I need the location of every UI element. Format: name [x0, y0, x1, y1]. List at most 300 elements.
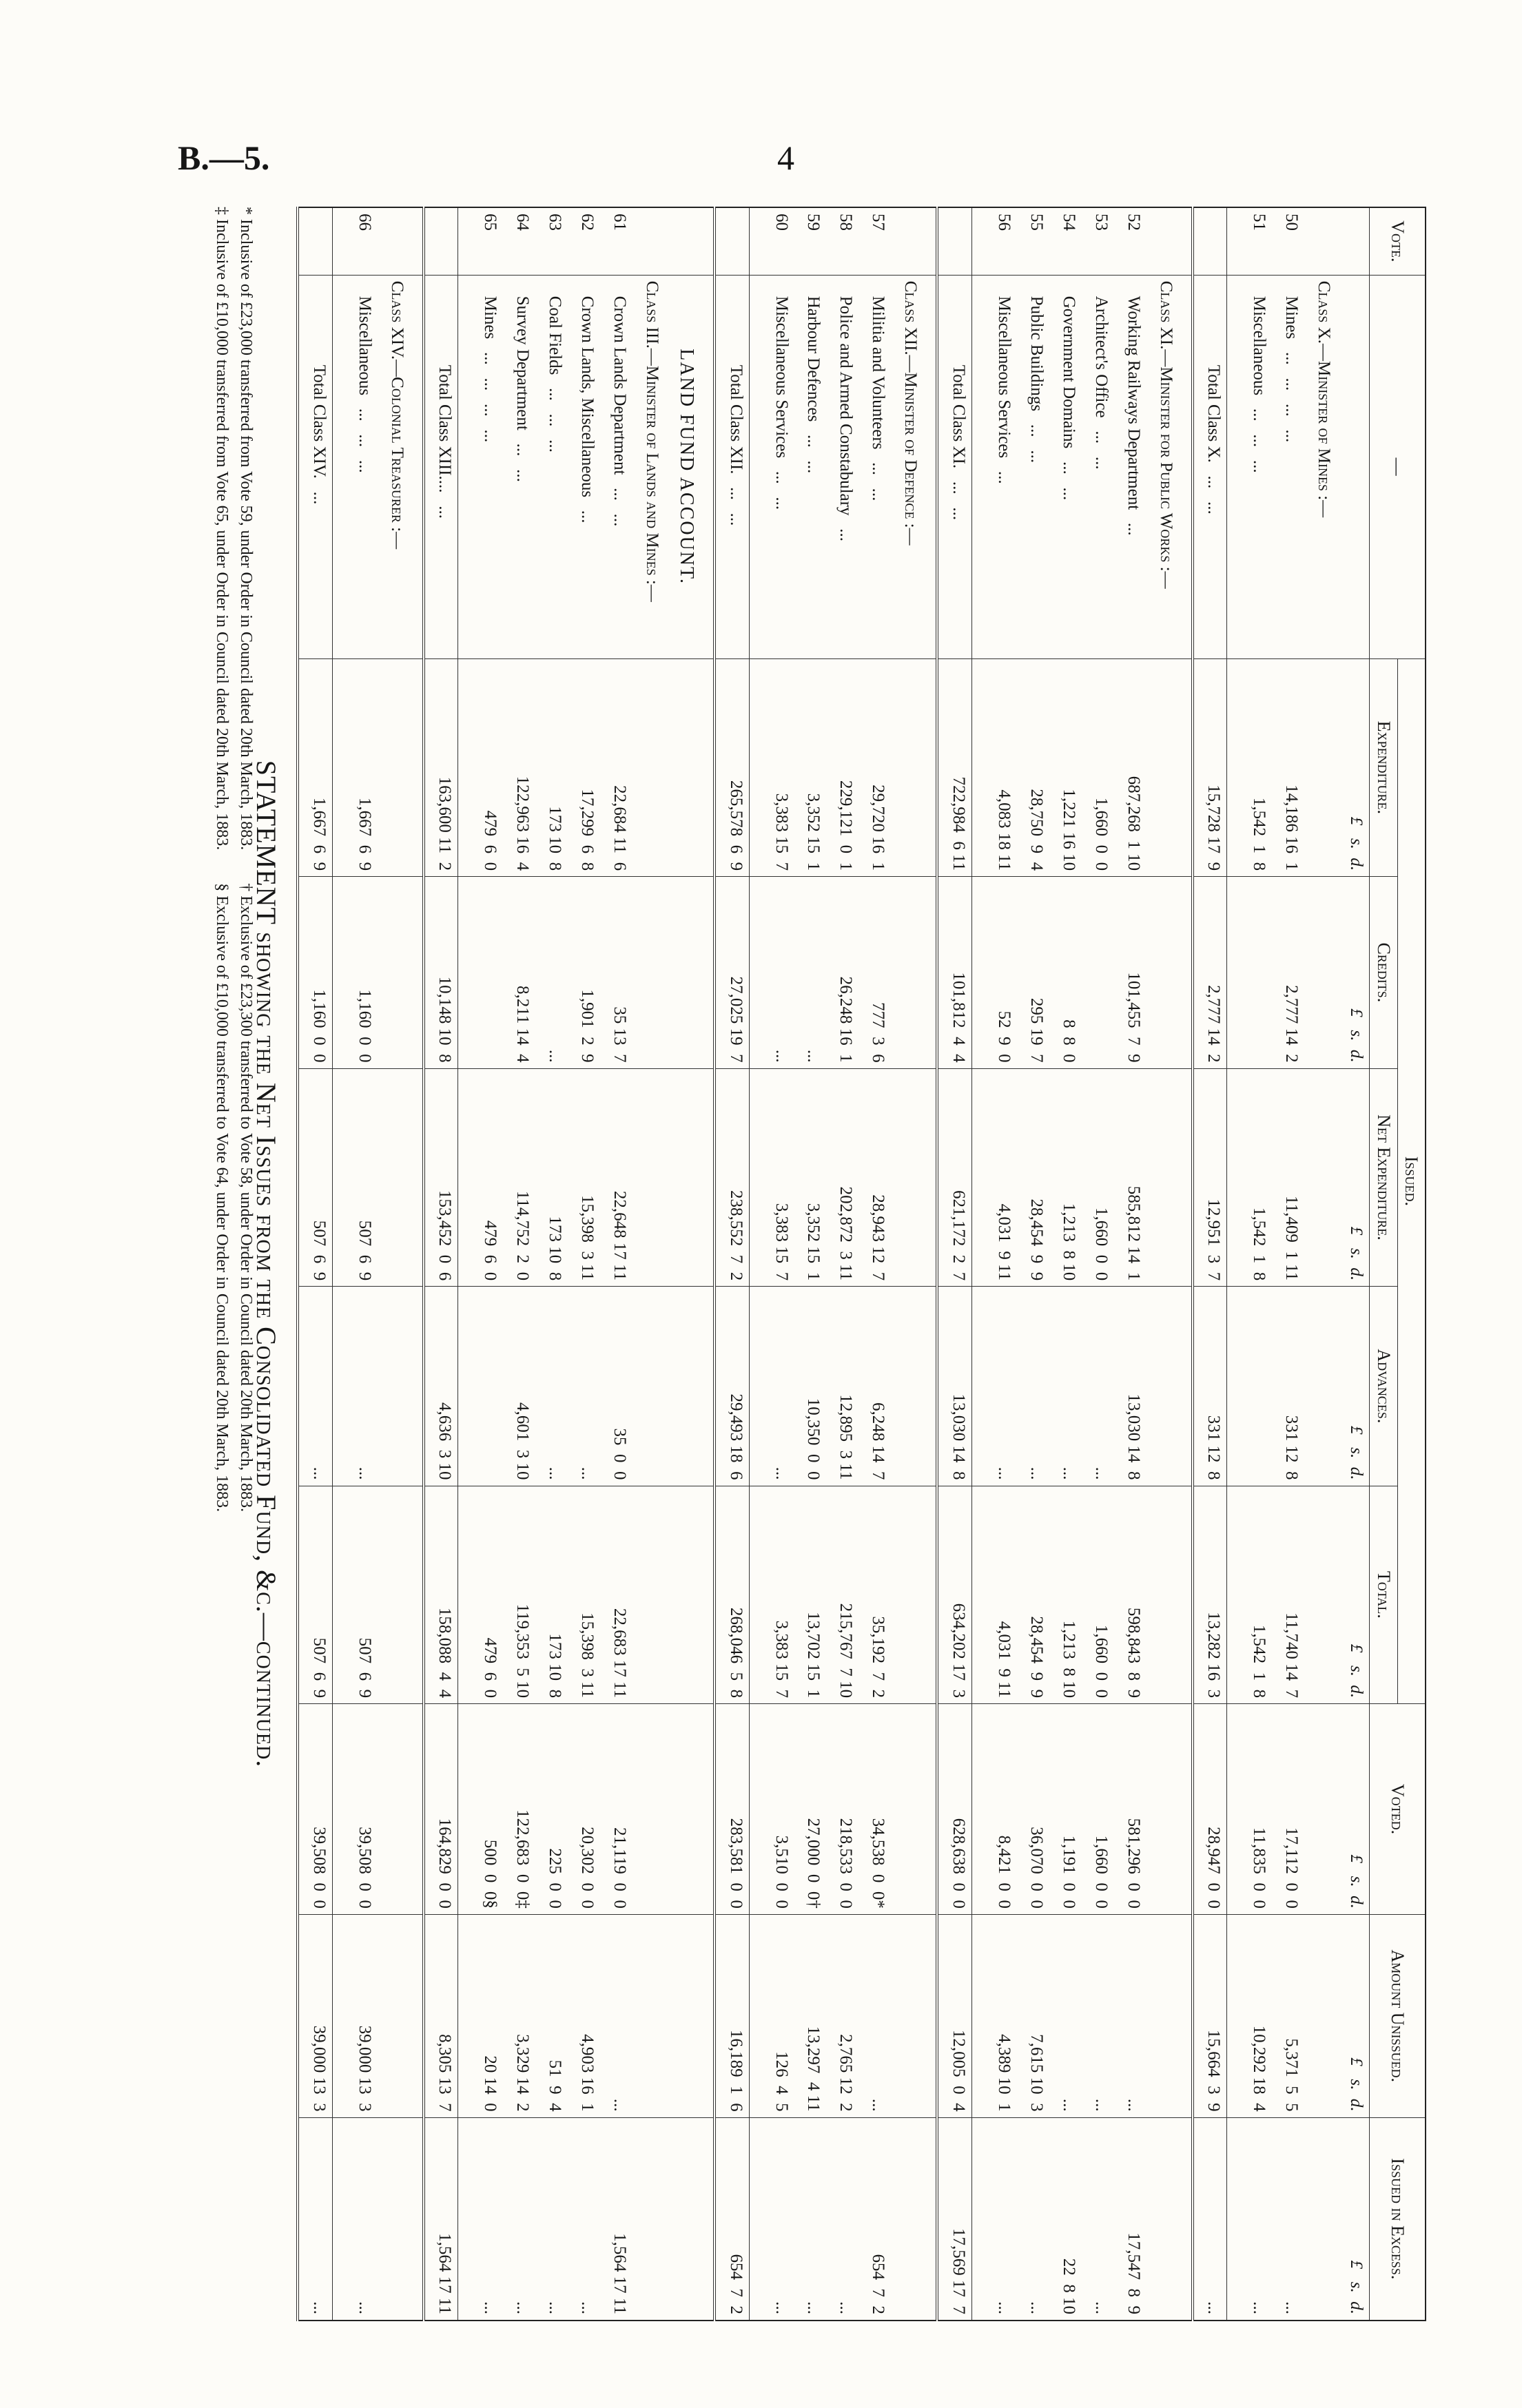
empty-cell [701, 658, 714, 877]
amount-net: 479 6 0 [471, 1068, 503, 1287]
empty-cell [458, 1704, 471, 1915]
vote-row [503, 207, 535, 2321]
vote-row [985, 207, 1017, 2321]
amount-total: 28,454 9 9 [1017, 1486, 1049, 1704]
vote-row [1272, 207, 1304, 2321]
amount-cred: 8 8 0 [1049, 877, 1082, 1068]
vote-number: 61 [600, 207, 633, 275]
empty-cell [891, 1068, 923, 1287]
empty-cell [1179, 2117, 1193, 2321]
vote-number: 63 [535, 207, 568, 275]
empty-cell [1304, 1068, 1337, 1287]
empty-cell [891, 877, 923, 1068]
vote-label: Police and Armed Constabulary ... [826, 275, 858, 658]
amount-exp: 14,186 16 1 [1272, 658, 1304, 877]
total-cred: 27,025 19 7 [714, 877, 749, 1068]
empty-cell [1193, 207, 1227, 275]
amount-excess: ... [826, 2117, 858, 2321]
empty-cell [665, 1068, 701, 1287]
empty-cell [891, 1704, 923, 1915]
title-rest: showing the Net Issues from the Consolidated Fund, &c.—continued. [251, 932, 282, 1768]
amount-unissued: 4,389 10 1 [985, 1914, 1017, 2117]
amount-adv [471, 1287, 503, 1486]
class-total-row [714, 207, 749, 2321]
amount-adv: ... [1017, 1287, 1049, 1486]
page-number: 4 [777, 138, 794, 177]
amount-net: 114,752 2 0 [503, 1068, 535, 1287]
vote-label: Militia and Volunteers ... ... [858, 275, 891, 658]
empty-cell [1179, 658, 1193, 877]
empty-cell [701, 1704, 714, 1915]
empty-cell [665, 2117, 701, 2321]
amount-total: 507 6 9 [345, 1486, 378, 1704]
vote-row [345, 207, 378, 2321]
empty-cell [332, 2117, 345, 2321]
amount-total: 479 6 0 [471, 1486, 503, 1704]
total-label: Total Class XIV. ... [298, 275, 332, 658]
total-adv: ... [298, 1287, 332, 1486]
amount-excess: ... [503, 2117, 535, 2321]
amount-adv: 13,030 14 8 [1114, 1287, 1146, 1486]
total-excess: 654 7 2 [714, 2117, 749, 2321]
page-reference: B.—5. [178, 138, 270, 177]
amount-cred: 1,160 0 0 [345, 877, 378, 1068]
amount-net: 3,352 15 1 [794, 1068, 827, 1287]
empty-cell [633, 2117, 665, 2321]
total-exp: 722,984 6 11 [937, 658, 971, 877]
amount-net: 585,812 14 1 [1114, 1068, 1146, 1287]
class-total-row [937, 207, 971, 2321]
empty-cell [665, 1704, 701, 1915]
spacer-row [749, 207, 762, 2321]
total-adv: 4,636 3 10 [424, 1287, 458, 1486]
total-net: 507 6 9 [298, 1068, 332, 1287]
amount-net: 173 10 8 [535, 1068, 568, 1287]
vote-row [794, 207, 827, 2321]
vote-number: 52 [1114, 207, 1146, 275]
empty-cell [971, 1068, 985, 1287]
empty-cell [701, 1486, 714, 1704]
class-heading-row [378, 207, 410, 2321]
empty-cell [891, 1486, 923, 1704]
amount-voted: 11,835 0 0 [1240, 1704, 1272, 1915]
empty-cell [458, 2117, 471, 2321]
vote-label: Miscellaneous Services ... ... [762, 275, 794, 658]
total-label: Total Class XII. ... ... [714, 275, 749, 658]
empty-cell [665, 1486, 701, 1704]
total-net: 12,951 3 7 [1193, 1068, 1227, 1287]
total-exp: 1,667 6 9 [298, 658, 332, 877]
units-label: £ s. d. [1337, 1486, 1370, 1704]
amount-unissued: 7,615 10 3 [1017, 1914, 1049, 2117]
amount-adv: 35 0 0 [600, 1287, 633, 1486]
amount-exp: 22,684 11 6 [600, 658, 633, 877]
amount-excess: ... [1082, 2117, 1114, 2321]
empty-cell [458, 1914, 471, 2117]
spacer-row [971, 207, 985, 2321]
empty-cell [1304, 207, 1337, 275]
amount-excess: ... [985, 2117, 1017, 2321]
vote-number: 62 [568, 207, 600, 275]
amount-unissued: ... [1082, 1914, 1114, 2117]
amount-unissued: 2,765 12 2 [826, 1914, 858, 2117]
empty-cell [633, 1068, 665, 1287]
total-cred: 2,777 14 2 [1193, 877, 1227, 1068]
spacer-row [1179, 207, 1193, 2321]
amount-unissued: 20 14 0 [471, 1914, 503, 2117]
empty-cell [410, 877, 424, 1068]
empty-cell [749, 275, 762, 658]
amount-cred: 2,777 14 2 [1272, 877, 1304, 1068]
vote-row [1240, 207, 1272, 2321]
amount-voted: 1,660 0 0 [1082, 1704, 1114, 1915]
empty-cell [410, 1486, 424, 1704]
empty-cell [1304, 2117, 1337, 2321]
amount-net: 28,943 12 7 [858, 1068, 891, 1287]
amount-voted: 225 0 0 [535, 1704, 568, 1915]
total-net: 621,172 2 7 [937, 1068, 971, 1287]
empty-cell [1146, 1486, 1179, 1704]
vote-number: 66 [345, 207, 378, 275]
empty-cell [1227, 1914, 1240, 2117]
vote-number: 57 [858, 207, 891, 275]
amount-cred [1082, 877, 1114, 1068]
total-unissued: 39,000 13 3 [298, 1914, 332, 2117]
amount-voted: 122,683 0 0‡ [503, 1704, 535, 1915]
empty-cell [971, 2117, 985, 2321]
amount-unissued-header: Amount Unissued. [1370, 1914, 1426, 2117]
total-voted: 628,638 0 0 [937, 1704, 971, 1915]
amount-excess: ... [471, 2117, 503, 2321]
amount-total: 4,031 9 11 [985, 1486, 1017, 1704]
total-excess: ... [298, 2117, 332, 2321]
empty-cell [633, 1287, 665, 1486]
amount-voted: 218,533 0 0 [826, 1704, 858, 1915]
spacer-row [332, 207, 345, 2321]
vote-label: Survey Department ... ... [503, 275, 535, 658]
empty-cell [458, 1287, 471, 1486]
total-net: 153,452 0 6 [424, 1068, 458, 1287]
amount-adv [1240, 1287, 1272, 1486]
empty-cell [633, 877, 665, 1068]
empty-cell [665, 877, 701, 1068]
total-unissued: 15,664 3 9 [1193, 1914, 1227, 2117]
rotated-statement [117, 200, 1481, 2328]
total-label: Total Class XI. ... ... [937, 275, 971, 658]
empty-cell [1179, 1068, 1193, 1287]
empty-cell [971, 1914, 985, 2117]
empty-cell [332, 207, 345, 275]
empty-cell [410, 1068, 424, 1287]
total-unissued: 12,005 0 4 [937, 1914, 971, 2117]
total-cred: 1,160 0 0 [298, 877, 332, 1068]
amount-excess: 1,564 17 11 [600, 2117, 633, 2321]
empty-cell [1146, 877, 1179, 1068]
amount-cred: ... [762, 877, 794, 1068]
empty-cell [749, 207, 762, 275]
total-voted: 28,947 0 0 [1193, 1704, 1227, 1915]
empty-cell [633, 207, 665, 275]
statement-title [250, 200, 282, 2328]
amount-adv: ... [568, 1287, 600, 1486]
amount-voted: 3,510 0 0 [762, 1704, 794, 1915]
total-header: Total. [1370, 1486, 1397, 1704]
amount-unissued: ... [600, 1914, 633, 2117]
class-total-row [424, 207, 458, 2321]
amount-net: 202,872 3 11 [826, 1068, 858, 1287]
empty-cell [1146, 1914, 1179, 2117]
amount-exp: 173 10 8 [535, 658, 568, 877]
amount-net: 507 6 9 [345, 1068, 378, 1287]
empty-cell [971, 877, 985, 1068]
amount-adv: ... [1049, 1287, 1082, 1486]
empty-cell [1146, 1287, 1179, 1486]
spacer-row [410, 207, 424, 2321]
total-total: 507 6 9 [298, 1486, 332, 1704]
amount-excess: ... [762, 2117, 794, 2321]
empty-cell [971, 207, 985, 275]
empty-cell [1146, 1704, 1179, 1915]
vote-row [600, 207, 633, 2321]
amount-net: 1,660 0 0 [1082, 1068, 1114, 1287]
empty-cell [1179, 1704, 1193, 1915]
empty-cell [1227, 658, 1240, 877]
spacer-row [701, 207, 714, 2321]
total-label: Total Class XIII.... ... [424, 275, 458, 658]
amount-total: 15,398 3 11 [568, 1486, 600, 1704]
amount-exp: 29,720 16 1 [858, 658, 891, 877]
empty-cell [971, 658, 985, 877]
empty-cell [633, 1704, 665, 1915]
vote-row [568, 207, 600, 2321]
empty-cell [1146, 207, 1179, 275]
empty-cell [410, 1704, 424, 1915]
class-heading: Class X.—Minister of Mines :— [1304, 275, 1337, 658]
total-exp: 15,728 17 9 [1193, 658, 1227, 877]
section-title-row [665, 207, 701, 2321]
expenditure-header: Expenditure. [1370, 658, 1397, 877]
units-label: £ s. d. [1337, 1704, 1370, 1915]
amount-cred: ... [535, 877, 568, 1068]
empty-cell [701, 275, 714, 658]
class-heading-row [891, 207, 923, 2321]
empty-cell [1227, 207, 1240, 275]
amount-exp: 229,121 0 1 [826, 658, 858, 877]
description-header: — [1370, 275, 1426, 658]
amount-adv: ... [762, 1287, 794, 1486]
empty-cell [332, 1287, 345, 1486]
empty-cell [1304, 1914, 1337, 2117]
amount-cred: 295 19 7 [1017, 877, 1049, 1068]
amount-adv: 10,350 0 0 [794, 1287, 827, 1486]
vote-label: Architect's Office ... ... [1082, 275, 1114, 658]
amount-unissued: 39,000 13 3 [345, 1914, 378, 2117]
empty-cell [378, 1704, 410, 1915]
amount-voted: 39,508 0 0 [345, 1704, 378, 1915]
empty-cell [923, 1914, 937, 2117]
vote-label: Government Domains ... ... [1049, 275, 1082, 658]
total-total: 634,202 17 3 [937, 1486, 971, 1704]
amount-excess: 22 8 10 [1049, 2117, 1082, 2321]
amount-voted: 8,421 0 0 [985, 1704, 1017, 1915]
spacer-row [458, 207, 471, 2321]
vote-row [1114, 207, 1146, 2321]
amount-voted: 581,296 0 0 [1114, 1704, 1146, 1915]
vote-number: 53 [1082, 207, 1114, 275]
empty-cell [891, 207, 923, 275]
amount-exp: 687,268 1 10 [1114, 658, 1146, 877]
empty-cell [749, 1704, 762, 1915]
empty-cell [701, 2117, 714, 2321]
amount-total: 173 10 8 [535, 1486, 568, 1704]
amount-excess: ... [1017, 2117, 1049, 2321]
advances-header: Advances. [1370, 1287, 1397, 1486]
empty-cell [1179, 207, 1193, 275]
empty-cell [701, 1287, 714, 1486]
amount-net: 28,454 9 9 [1017, 1068, 1049, 1287]
empty-cell [378, 658, 410, 877]
empty-cell [332, 877, 345, 1068]
empty-cell [971, 1486, 985, 1704]
class-heading: Class XIV.—Colonial Treasurer :— [378, 275, 410, 658]
empty-cell [332, 1068, 345, 1287]
total-total: 13,282 16 3 [1193, 1486, 1227, 1704]
empty-cell [458, 877, 471, 1068]
amount-exp: 3,383 15 7 [762, 658, 794, 877]
empty-cell [923, 1287, 937, 1486]
class-heading-row [1146, 207, 1179, 2321]
amount-voted: 34,538 0 0* [858, 1704, 891, 1915]
vote-label: Harbour Defences ... ... [794, 275, 827, 658]
vote-label: Public Buildings ... ... [1017, 275, 1049, 658]
amount-total: 35,192 7 2 [858, 1486, 891, 1704]
empty-cell [410, 207, 424, 275]
amount-unissued: ... [1049, 1914, 1082, 2117]
vote-number: 60 [762, 207, 794, 275]
amount-net: 3,383 15 7 [762, 1068, 794, 1287]
amount-adv: 331 12 8 [1272, 1287, 1304, 1486]
empty-cell [937, 207, 971, 275]
vote-number: 51 [1240, 207, 1272, 275]
amount-cred: 777 3 6 [858, 877, 891, 1068]
vote-row [1082, 207, 1114, 2321]
voted-header: Voted. [1370, 1704, 1426, 1915]
total-cred: 10,148 10 8 [424, 877, 458, 1068]
empty-cell [1304, 658, 1337, 877]
amount-cred: 1,901 2 9 [568, 877, 600, 1068]
amount-unissued: 10,292 18 4 [1240, 1914, 1272, 2117]
amount-excess: ... [345, 2117, 378, 2321]
empty-cell [633, 658, 665, 877]
empty-cell [1179, 275, 1193, 658]
total-excess: 1,564 17 11 [424, 2117, 458, 2321]
vote-label: Crown Lands, Miscellaneous ... [568, 275, 600, 658]
amount-cred [471, 877, 503, 1068]
empty-cell [749, 1914, 762, 2117]
empty-cell [1179, 1287, 1193, 1486]
vote-row [1049, 207, 1082, 2321]
title-prefix: STATEMENT [251, 760, 282, 925]
empty-cell [378, 207, 410, 275]
vote-label: Coal Fields ... ... ... [535, 275, 568, 658]
empty-cell [1227, 877, 1240, 1068]
empty-cell [891, 1914, 923, 2117]
amount-excess: 17,547 8 9 [1114, 2117, 1146, 2321]
vote-number: 65 [471, 207, 503, 275]
vote-row [858, 207, 891, 2321]
amount-excess: ... [568, 2117, 600, 2321]
amount-excess: ... [1272, 2117, 1304, 2321]
vote-number: 55 [1017, 207, 1049, 275]
empty-cell [749, 658, 762, 877]
empty-cell [1304, 1287, 1337, 1486]
credits-header: Credits. [1370, 877, 1397, 1068]
amount-total: 3,383 15 7 [762, 1486, 794, 1704]
amount-net: 1,542 1 8 [1240, 1068, 1272, 1287]
empty-cell [971, 1287, 985, 1486]
empty-cell [971, 1704, 985, 1915]
amount-voted: 21,119 0 0 [600, 1704, 633, 1915]
total-adv: 331 12 8 [1193, 1287, 1227, 1486]
empty-cell [458, 1068, 471, 1287]
empty-cell [458, 658, 471, 877]
empty-cell [923, 658, 937, 877]
amount-net: 15,398 3 11 [568, 1068, 600, 1287]
amount-total: 215,767 7 10 [826, 1486, 858, 1704]
vote-row [826, 207, 858, 2321]
amount-cred [1240, 877, 1272, 1068]
issued-in-excess-header: Issued in Excess. [1370, 2117, 1426, 2321]
class-heading: Class XI.—Minister for Public Works :— [1146, 275, 1179, 658]
amount-voted: 20,302 0 0 [568, 1704, 600, 1915]
vote-label: Miscellaneous ... ... ... [1240, 275, 1272, 658]
empty-cell [458, 1486, 471, 1704]
vote-number: 58 [826, 207, 858, 275]
amount-adv: 12,895 3 11 [826, 1287, 858, 1486]
vote-number: 64 [503, 207, 535, 275]
total-voted: 39,508 0 0 [298, 1704, 332, 1915]
total-excess: 17,569 17 7 [937, 2117, 971, 2321]
amount-voted: 1,191 0 0 [1049, 1704, 1082, 1915]
empty-cell [1227, 1486, 1240, 1704]
vote-number: 50 [1272, 207, 1304, 275]
empty-cell [1227, 1287, 1240, 1486]
empty-cell [1179, 1914, 1193, 2117]
empty-cell [971, 275, 985, 658]
total-total: 268,046 5 8 [714, 1486, 749, 1704]
empty-cell [1227, 1704, 1240, 1915]
amount-unissued: 3,329 14 2 [503, 1914, 535, 2117]
class-heading-row [633, 207, 665, 2321]
amount-cred: 52 9 0 [985, 877, 1017, 1068]
total-adv: 13,030 14 8 [937, 1287, 971, 1486]
amount-total: 13,702 15 1 [794, 1486, 827, 1704]
amount-voted: 36,070 0 0 [1017, 1704, 1049, 1915]
amount-exp: 479 6 0 [471, 658, 503, 877]
empty-cell [714, 207, 749, 275]
units-label: £ s. d. [1337, 658, 1370, 877]
amount-exp: 4,083 18 11 [985, 658, 1017, 877]
empty-cell [298, 207, 332, 275]
spacer-row [923, 207, 937, 2321]
statement-body [298, 207, 1370, 2321]
empty-cell [891, 1287, 923, 1486]
vote-row [471, 207, 503, 2321]
class-heading: Class XII.—Minister of Defence :— [891, 275, 923, 658]
amount-adv: 6,248 14 7 [858, 1287, 891, 1486]
total-label: Total Class X. ... ... [1193, 275, 1227, 658]
amount-total: 598,843 8 9 [1114, 1486, 1146, 1704]
